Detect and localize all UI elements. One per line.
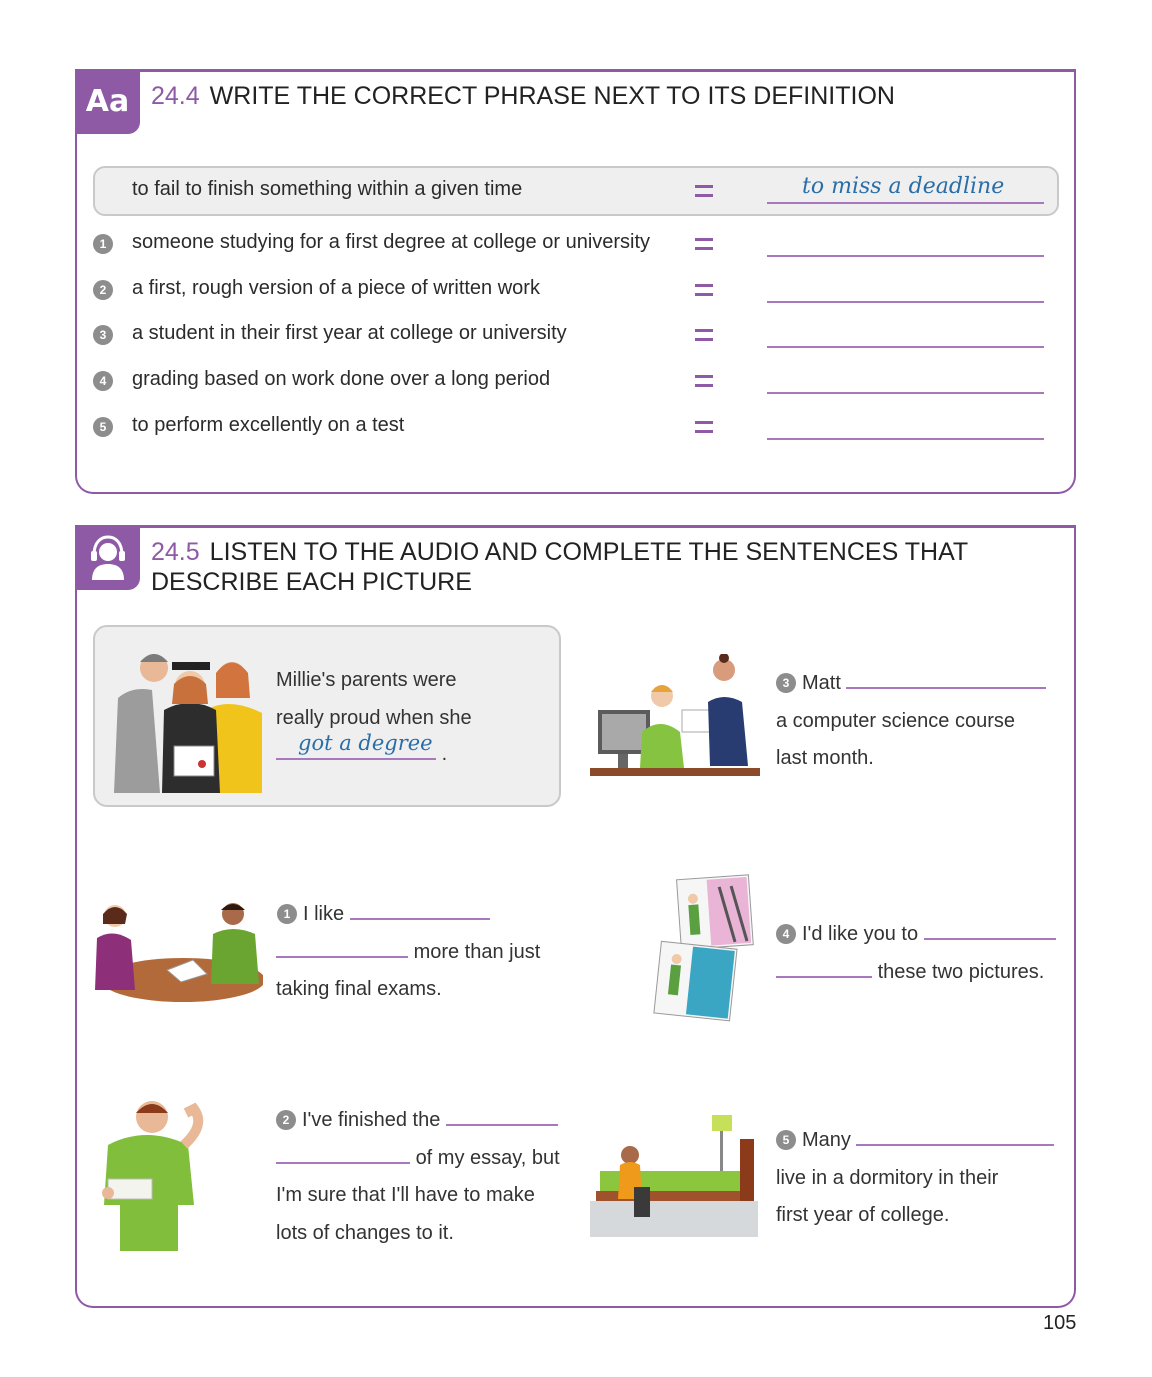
example-answer: to miss a deadline bbox=[802, 174, 1005, 199]
exercise-number: 24.5 bbox=[151, 538, 200, 566]
exercise-24-5-panel bbox=[75, 525, 1076, 1308]
example-answer: got a degree bbox=[298, 731, 433, 755]
number-badge: 4 bbox=[776, 924, 796, 944]
question-row bbox=[77, 269, 1078, 309]
q2-sentence-line2: of my essay, but bbox=[276, 1139, 560, 1177]
exercise-title: WRITE THE CORRECT PHRASE NEXT TO ITS DEFINITION bbox=[209, 82, 895, 110]
question-row bbox=[77, 223, 1078, 263]
headphones-person-icon bbox=[83, 533, 133, 583]
q4-sentence-line1: 4 I'd like you to bbox=[776, 915, 1056, 953]
q5-sentence-line1: 5 Many bbox=[776, 1121, 1054, 1159]
vocabulary-tab bbox=[75, 69, 140, 134]
q5-sentence-line3: first year of college. bbox=[776, 1204, 950, 1226]
exercise-title: LISTEN TO THE AUDIO AND COMPLETE THE SENTENCES THAT DESCRIBE EACH PICTURE bbox=[151, 538, 968, 596]
aa-icon: Aa bbox=[85, 84, 130, 119]
number-badge: 5 bbox=[93, 417, 113, 437]
answer-input-line[interactable] bbox=[767, 255, 1044, 257]
answer-input-line[interactable] bbox=[276, 934, 408, 958]
definition-text: to fail to finish something within a given time bbox=[132, 178, 523, 200]
q3-sentence-line3: last month. bbox=[776, 747, 874, 769]
number-badge: 3 bbox=[776, 673, 796, 693]
compare-pictures-illustration bbox=[649, 874, 759, 1026]
question-row bbox=[77, 406, 1078, 446]
example-row bbox=[77, 170, 1078, 210]
student-essay-illustration bbox=[94, 1095, 224, 1251]
answer-input-line[interactable] bbox=[856, 1122, 1054, 1146]
answer-input-line[interactable] bbox=[276, 1140, 410, 1164]
number-badge: 2 bbox=[93, 280, 113, 300]
dormitory-illustration bbox=[590, 1113, 758, 1237]
definition-text: grading based on work done over a long period bbox=[132, 368, 551, 390]
number-badge: 1 bbox=[93, 234, 113, 254]
answer-input-line[interactable] bbox=[767, 346, 1044, 348]
answer-input-line[interactable] bbox=[846, 665, 1046, 689]
equals-icon bbox=[687, 326, 721, 346]
example-answer-line bbox=[276, 731, 436, 760]
q2-sentence-line3: I'm sure that I'll have to make bbox=[276, 1184, 535, 1206]
answer-input-line[interactable] bbox=[767, 438, 1044, 440]
equals-icon bbox=[687, 372, 721, 392]
definition-text: to perform excellently on a test bbox=[132, 414, 405, 436]
definition-text: a first, rough version of a piece of written work bbox=[132, 277, 540, 299]
assessment-meeting-illustration bbox=[95, 898, 263, 1002]
q1-sentence-line3: taking final exams. bbox=[276, 978, 442, 1000]
q5-sentence-line2: live in a dormitory in their bbox=[776, 1167, 999, 1189]
example-sentence-line2: really proud when she bbox=[276, 707, 472, 729]
question-row bbox=[77, 360, 1078, 400]
equals-icon bbox=[687, 281, 721, 301]
example-sentence-line3 bbox=[276, 731, 448, 773]
question-row bbox=[77, 314, 1078, 354]
q1-sentence-line1: 1 I like bbox=[277, 895, 490, 933]
equals-icon bbox=[687, 182, 721, 202]
q2-sentence-line4: lots of changes to it. bbox=[276, 1222, 454, 1244]
computer-course-illustration bbox=[590, 654, 760, 776]
q1-sentence-line2: more than just bbox=[276, 933, 540, 971]
q4-sentence-line2: these two pictures. bbox=[776, 953, 1044, 991]
exercise-heading bbox=[151, 81, 895, 111]
definition-text: a student in their first year at college or university bbox=[132, 322, 567, 344]
number-badge: 5 bbox=[776, 1130, 796, 1150]
answer-input-line[interactable] bbox=[776, 954, 872, 978]
graduation-family-illustration bbox=[112, 638, 262, 793]
number-badge: 3 bbox=[93, 325, 113, 345]
answer-input-line[interactable] bbox=[924, 916, 1056, 940]
q3-sentence-line2: a computer science course bbox=[776, 710, 1016, 732]
answer-input-line[interactable] bbox=[350, 896, 490, 920]
equals-icon bbox=[687, 235, 721, 255]
sentence-period: . bbox=[441, 743, 448, 765]
equals-icon bbox=[687, 418, 721, 438]
answer-input-line[interactable] bbox=[767, 392, 1044, 394]
exercise-24-4-panel bbox=[75, 69, 1076, 494]
answer-line bbox=[767, 202, 1044, 204]
number-badge: 2 bbox=[276, 1110, 296, 1130]
exercise-heading bbox=[151, 537, 1061, 597]
page-number: 105 bbox=[1043, 1312, 1077, 1334]
definition-text: someone studying for a first degree at college or university bbox=[132, 231, 651, 253]
listening-tab bbox=[75, 525, 140, 590]
answer-input-line[interactable] bbox=[446, 1102, 558, 1126]
q2-sentence-line1: 2 I've finished the bbox=[276, 1101, 558, 1139]
answer-input-line[interactable] bbox=[767, 301, 1044, 303]
exercise-number: 24.4 bbox=[151, 82, 200, 110]
q3-sentence-line1: 3 Matt bbox=[776, 664, 1046, 702]
example-sentence-line1: Millie's parents were bbox=[276, 669, 457, 691]
number-badge: 1 bbox=[277, 904, 297, 924]
number-badge: 4 bbox=[93, 371, 113, 391]
